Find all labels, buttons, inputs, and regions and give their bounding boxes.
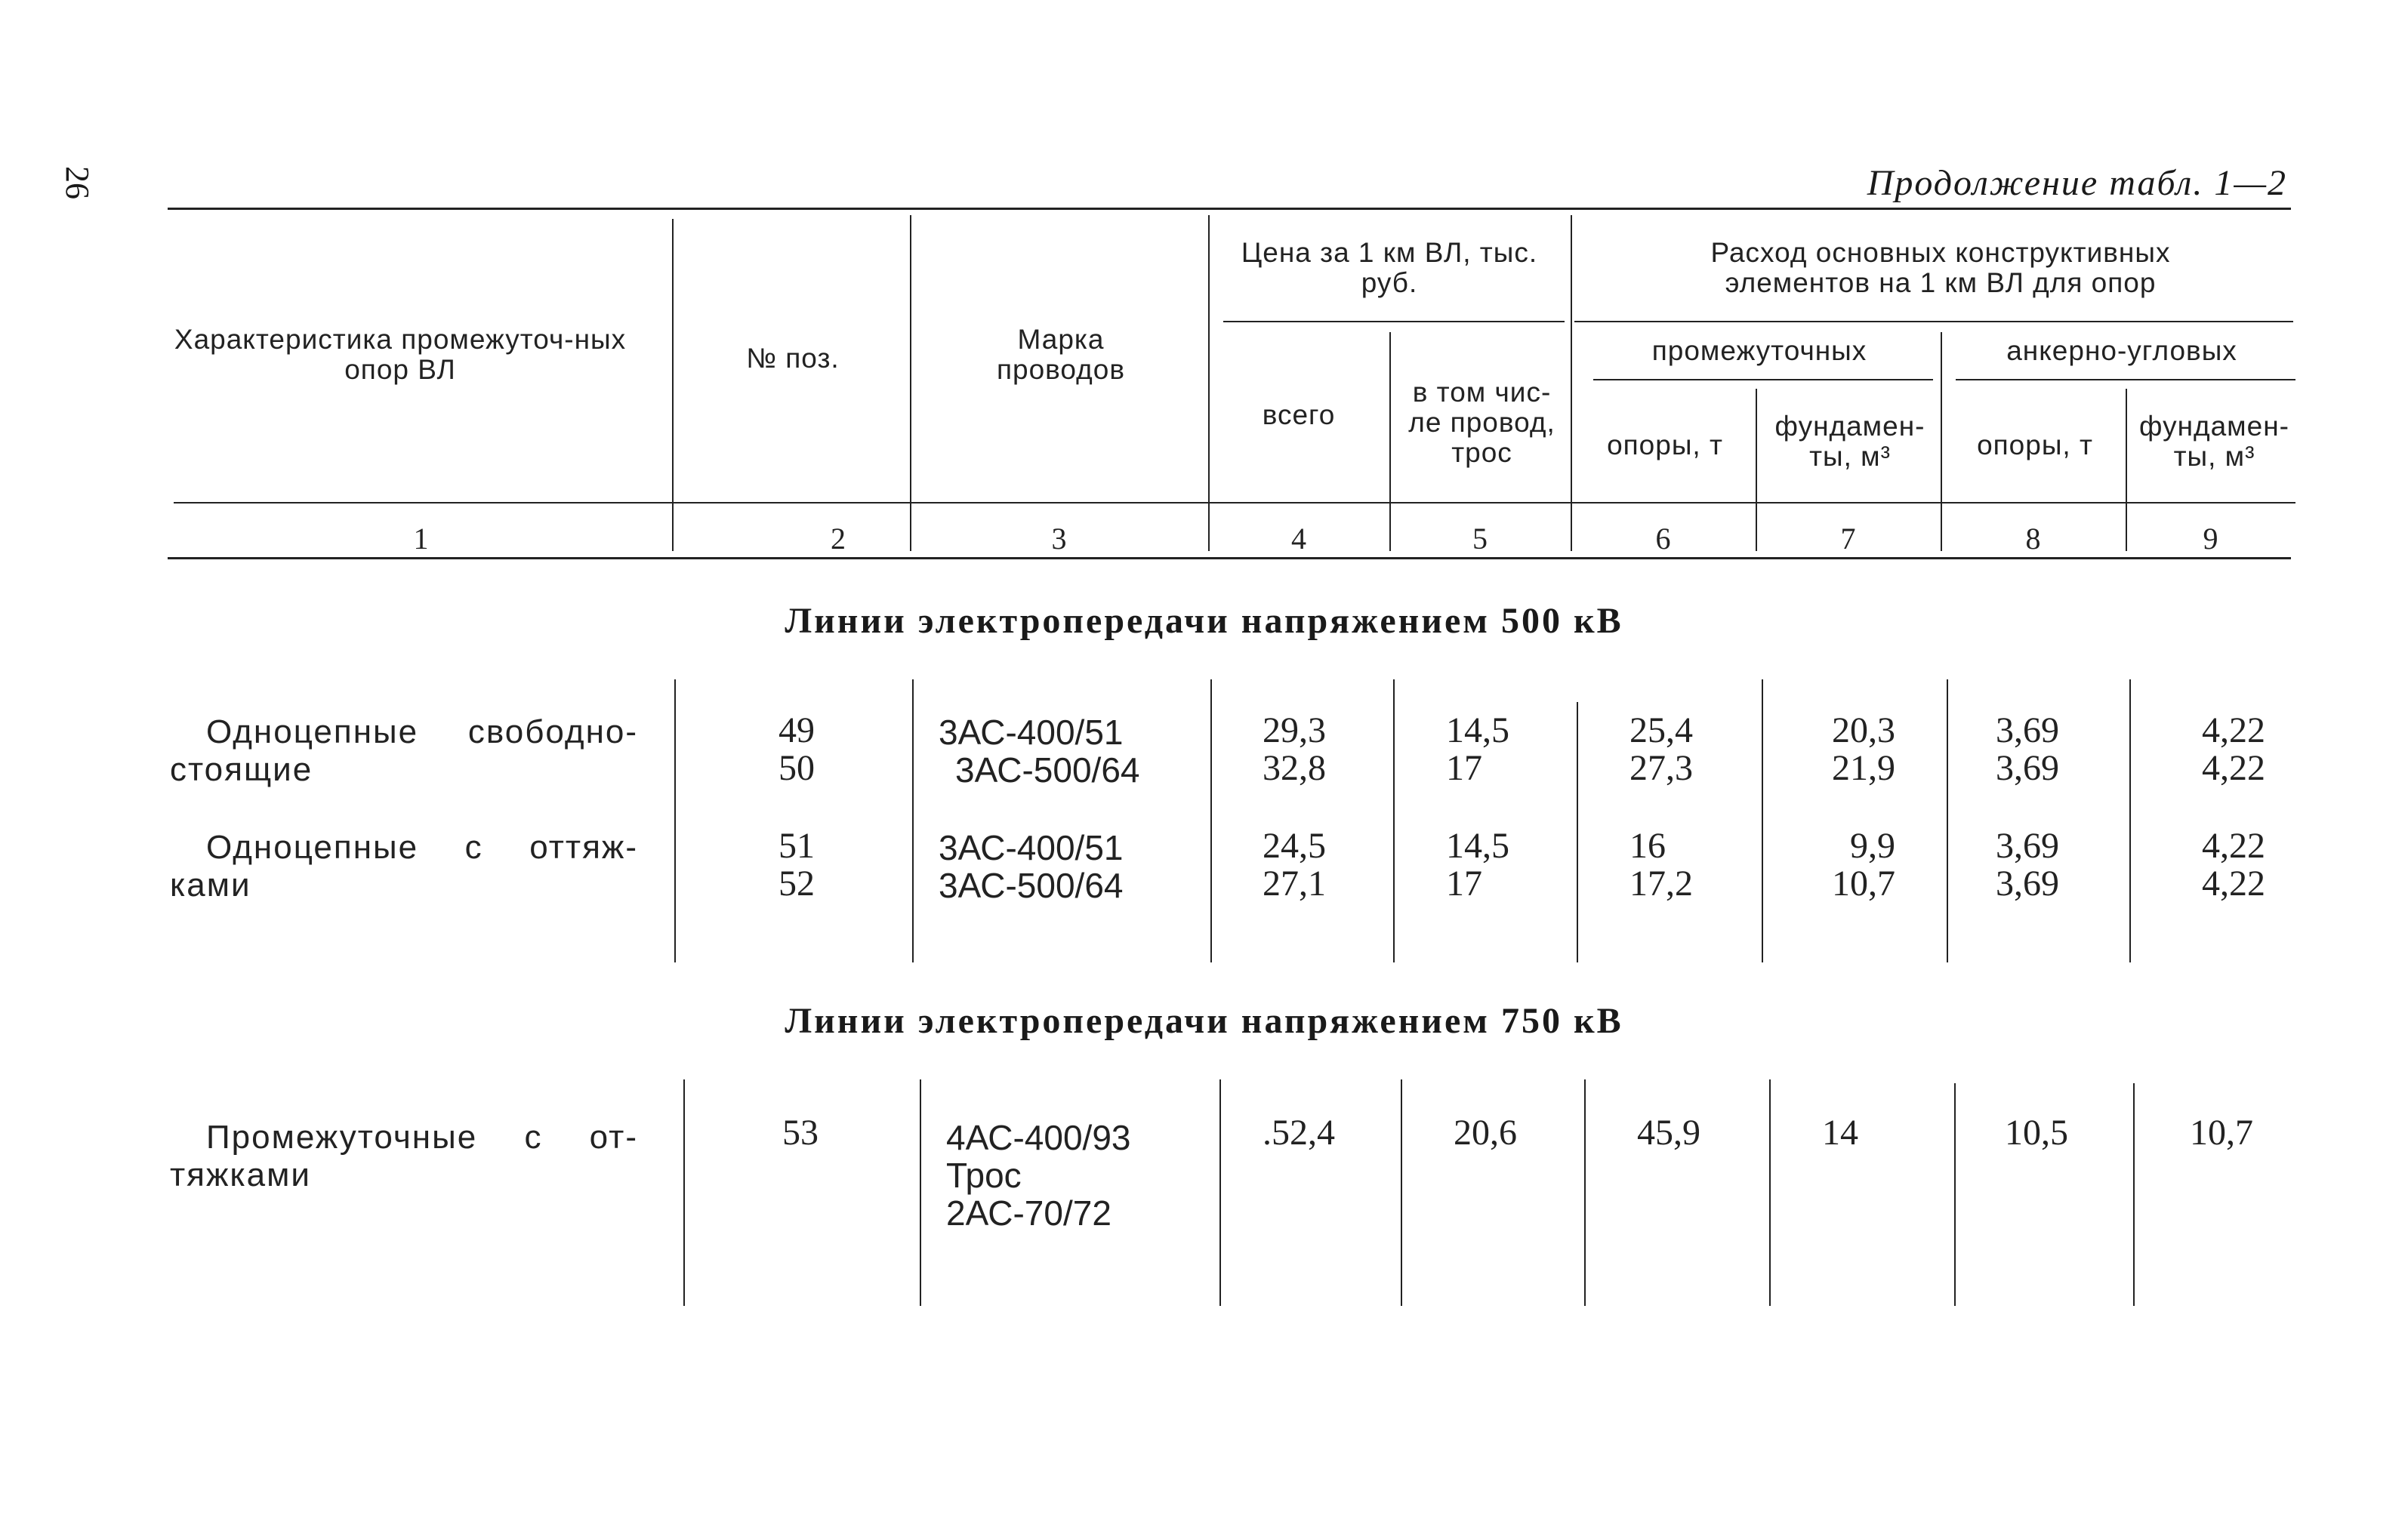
body-divider: [2133, 1083, 2135, 1306]
wire-brand: 2АС-70/72: [946, 1193, 1112, 1233]
body-divider: [1584, 1079, 1586, 1306]
body-divider: [1401, 1079, 1402, 1306]
section-title-500kv: Линии электропередачи напряжением 500 кВ: [785, 601, 1623, 641]
anchor-foundations: 4,22: [2202, 710, 2265, 750]
anchor-rule: [1956, 379, 2295, 380]
price-group-rule: [1223, 321, 1565, 322]
header-consumption-group: Расход основных конструктивных элементов на 1 км ВЛ для опор: [1710, 237, 2171, 298]
consumption-group-rule: [1574, 321, 2293, 322]
page-number: 26: [59, 166, 96, 199]
header-divider: [910, 215, 911, 551]
body-divider: [674, 679, 676, 962]
row-description-line: стоящие: [170, 751, 313, 788]
intermediate-supports: 25,4: [1629, 710, 1693, 750]
body-divider: [1762, 679, 1763, 962]
section-title-750kv: Линии электропередачи напряжением 750 кВ: [785, 1001, 1623, 1041]
anchor-foundations: 10,7: [2190, 1113, 2253, 1153]
anchor-foundations: 4,22: [2202, 826, 2265, 866]
row-description-line: Одноцепные свободно-: [206, 713, 638, 750]
column-number: 6: [1655, 522, 1671, 556]
wire-brand: Трос: [946, 1156, 1022, 1195]
header-characteristic: Характеристика промежуточ-ных опор ВЛ: [174, 324, 627, 385]
column-number: 3: [1051, 522, 1067, 556]
price-including: 20,6: [1454, 1113, 1517, 1153]
position-number: 53: [782, 1113, 819, 1153]
header-divider: [1941, 332, 1942, 551]
price-total: 29,3: [1263, 710, 1326, 750]
intermediate-foundations: 21,9: [1832, 748, 1895, 788]
price-total: .52,4: [1263, 1113, 1335, 1153]
header-position: № поз.: [746, 343, 840, 374]
price-total: 32,8: [1263, 748, 1326, 788]
position-number: 50: [779, 748, 815, 788]
column-number: 8: [2025, 522, 2041, 556]
header-anc-foundations: фундамен-ты, м³: [2139, 411, 2289, 472]
wire-brand: 3АС-500/64: [955, 750, 1140, 790]
position-number: 51: [779, 826, 815, 866]
column-number: 1: [413, 522, 429, 556]
header-wire-brand: Марка проводов: [996, 324, 1126, 385]
header-anchor: анкерно-угловых: [2006, 335, 2237, 366]
header-price-total: всего: [1262, 399, 1336, 430]
body-divider: [1769, 1079, 1771, 1306]
position-number: 52: [779, 864, 815, 904]
position-number: 49: [779, 710, 815, 750]
row-description-line: ками: [170, 867, 251, 904]
header-int-foundations: фундамен-ты, м³: [1774, 411, 1925, 472]
anchor-supports: 3,69: [1996, 864, 2059, 904]
header-int-supports: опоры, т: [1607, 430, 1723, 460]
body-divider: [912, 679, 914, 962]
row-description-line: Промежуточные с от-: [206, 1119, 638, 1156]
column-number: 9: [2203, 522, 2218, 556]
price-including: 17: [1446, 864, 1482, 904]
body-divider: [1393, 679, 1395, 962]
price-including: 14,5: [1446, 826, 1509, 866]
body-divider: [920, 1079, 921, 1306]
row-description: [170, 1119, 638, 1194]
wire-brand: 4АС-400/93: [946, 1118, 1131, 1157]
anchor-foundations: 4,22: [2202, 864, 2265, 904]
wire-brand: 3АС-400/51: [939, 828, 1124, 867]
header-anc-supports: опоры, т: [1977, 430, 2093, 460]
table-caption: Продолжение табл. 1—2: [1867, 163, 2287, 203]
column-number: 2: [831, 522, 846, 556]
column-number: 4: [1291, 522, 1306, 556]
anchor-supports: 3,69: [1996, 710, 2059, 750]
header-divider: [1571, 215, 1572, 551]
anchor-supports: 10,5: [2005, 1113, 2068, 1153]
anchor-supports: 3,69: [1996, 826, 2059, 866]
body-divider: [1577, 702, 1578, 962]
header-divider: [1208, 215, 1210, 551]
body-divider: [1219, 1079, 1221, 1306]
intermediate-foundations: 20,3: [1832, 710, 1895, 750]
header-price-including: в том чис-ле провод, трос: [1408, 377, 1555, 468]
intermediate-foundations: 10,7: [1832, 864, 1895, 904]
body-divider: [1210, 679, 1212, 962]
header-price-group: Цена за 1 км ВЛ, тыс. руб.: [1241, 237, 1538, 298]
price-total: 27,1: [1263, 864, 1326, 904]
wire-brand: 3АС-400/51: [939, 713, 1124, 752]
header-intermediate: промежуточных: [1651, 335, 1867, 366]
price-including: 17: [1446, 748, 1482, 788]
intermediate-supports: 16: [1629, 826, 1666, 866]
column-number: 7: [1840, 522, 1856, 556]
anchor-foundations: 4,22: [2202, 748, 2265, 788]
price-including: 14,5: [1446, 710, 1509, 750]
header-divider: [672, 219, 674, 551]
body-divider: [1947, 679, 1948, 962]
intermediate-foundations: 14: [1822, 1113, 1858, 1153]
price-total: 24,5: [1263, 826, 1326, 866]
intermediate-supports: 27,3: [1629, 748, 1693, 788]
wire-brand: 3АС-500/64: [939, 866, 1124, 905]
header-numbers-rule: [174, 502, 2295, 503]
intermediate-supports: 17,2: [1629, 864, 1693, 904]
row-description-line: тяжками: [170, 1156, 311, 1193]
header-top-rule: [168, 208, 2291, 210]
header-divider: [1389, 332, 1391, 551]
header-bottom-rule: [168, 557, 2291, 559]
body-divider: [1954, 1083, 1956, 1306]
column-number: 5: [1472, 522, 1488, 556]
intermediate-foundations: 9,9: [1850, 826, 1895, 866]
row-description: [170, 713, 638, 789]
body-divider: [2129, 679, 2131, 962]
body-divider: [683, 1079, 685, 1306]
intermediate-rule: [1593, 379, 1933, 380]
row-description: [170, 829, 638, 904]
row-description-line: Одноцепные с оттяж-: [206, 829, 638, 866]
anchor-supports: 3,69: [1996, 748, 2059, 788]
intermediate-supports: 45,9: [1637, 1113, 1700, 1153]
